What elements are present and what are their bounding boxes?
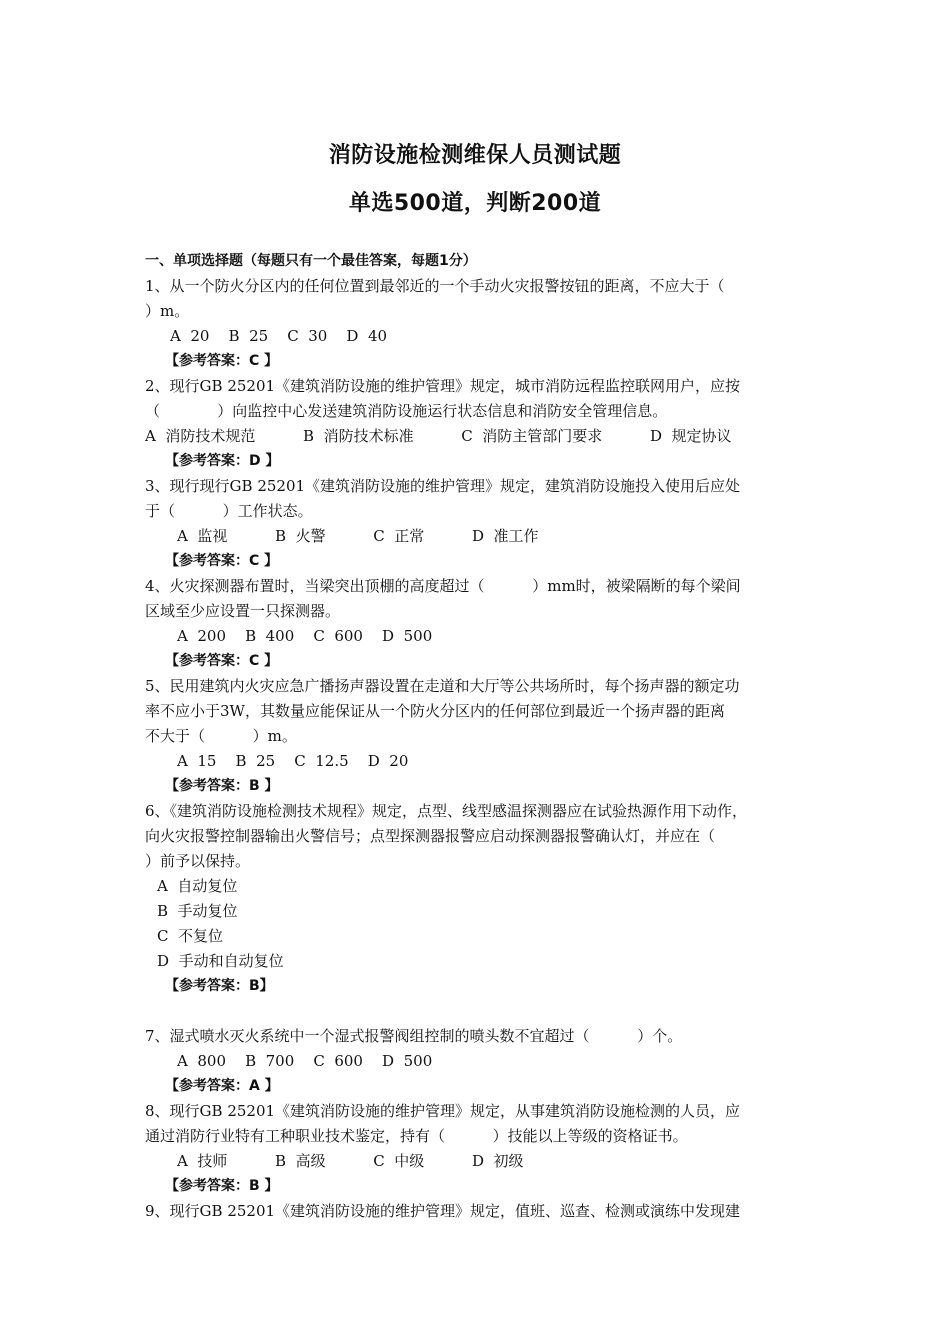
- question-text-line: 5、民用建筑内火灾应急广播扬声器设置在走道和大厅等公共场所时，每个扬声器的额定功: [145, 677, 740, 695]
- question-text-line: 不大于（ ）m。: [145, 727, 297, 745]
- question-5: [145, 674, 810, 799]
- document-title: 消防设施检测维保人员测试题: [328, 143, 622, 168]
- reference-answer: 【参考答案：C 】: [165, 353, 279, 369]
- question-8: [145, 1099, 810, 1199]
- question-options: A 消防技术规范 B 消防技术标准 C 消防主管部门要求 D 规定协议: [145, 427, 732, 445]
- question-options: A 20 B 25 C 30 D 40: [170, 327, 388, 345]
- question-text-line: 率不应小于3W，其数量应能保证从一个防火分区内的任何部位到最近一个扬声器的距离: [145, 702, 725, 720]
- question-2: [145, 374, 810, 474]
- question-9: [145, 1199, 810, 1224]
- reference-answer: 【参考答案：B】: [165, 978, 274, 994]
- question-text-line: （ ）向监控中心发送建筑消防设施运行状态信息和消防安全管理信息。: [145, 402, 668, 420]
- question-text-line: 8、现行GB 25201《建筑消防设施的维护管理》规定，从事建筑消防设施检测的人员，应: [145, 1102, 741, 1120]
- question-text-line: 4、火灾探测器布置时，当梁突出顶棚的高度超过（ ）mm时，被梁隔断的每个梁间: [145, 577, 741, 595]
- question-3: [145, 474, 810, 574]
- question-text-line: 向火灾报警控制器输出火警信号；点型探测器报警应启动探测器报警确认灯，并应在（: [145, 827, 716, 845]
- document-subtitle: 单选500道，判断200道: [348, 191, 602, 216]
- question-6: [145, 799, 810, 1024]
- reference-answer: 【参考答案：C 】: [165, 653, 279, 669]
- option-item: C 不复位: [157, 927, 224, 945]
- blank-line: [145, 999, 810, 1024]
- question-text-line: 于（ ）工作状态。: [145, 502, 313, 520]
- question-options: A 800 B 700 C 600 D 500: [177, 1052, 433, 1070]
- question-options: A 200 B 400 C 600 D 500: [177, 627, 433, 645]
- question-1: [145, 274, 810, 374]
- question-options: A 15 B 25 C 12.5 D 20: [177, 752, 409, 770]
- option-item: D 手动和自动复位: [157, 952, 284, 970]
- question-text-line: 1、从一个防火分区内的任何位置到最邻近的一个手动火灾报警按钮的距离，不应大于（: [145, 277, 725, 295]
- question-text-line: 6、《建筑消防设施检测技术规程》规定，点型、线型感温探测器应在试验热源作用下动作，: [145, 802, 748, 820]
- question-options: A 监视 B 火警 C 正常 D 准工作: [177, 527, 539, 545]
- question-list: [145, 249, 810, 1224]
- question-text-line: 9、现行GB 25201《建筑消防设施的维护管理》规定，值班、巡查、检测或演练中发现建: [145, 1202, 741, 1220]
- reference-answer: 【参考答案：A 】: [165, 1078, 279, 1094]
- question-text-line: 通过消防行业特有工种职业技术鉴定，持有（ ）技能以上等级的资格证书。: [145, 1127, 688, 1145]
- option-item: A 自动复位: [157, 877, 238, 895]
- question-text-line: 3、现行现行GB 25201《建筑消防设施的维护管理》规定，建筑消防设施投入使用后应处: [145, 477, 741, 495]
- option-item: B 手动复位: [157, 902, 238, 920]
- reference-answer: 【参考答案：C 】: [165, 553, 279, 569]
- question-text-line: 区域至少应设置一只探测器。: [145, 602, 341, 620]
- question-text-line: 7、湿式喷水灭火系统中一个湿式报警阀组控制的喷头数不宜超过（ ）个。: [145, 1027, 683, 1045]
- reference-answer: 【参考答案：D 】: [165, 453, 280, 469]
- question-4: [145, 574, 810, 674]
- question-7: [145, 1024, 810, 1099]
- question-text-line: 2、现行GB 25201《建筑消防设施的维护管理》规定，城市消防远程监控联网用户，应按: [145, 377, 741, 395]
- question-text-line: ）前予以保持。: [145, 852, 251, 870]
- question-options: A 技师 B 高级 C 中级 D 初级: [177, 1152, 524, 1170]
- question-text-line: ）m。: [145, 302, 190, 320]
- reference-answer: 【参考答案：B 】: [165, 778, 279, 794]
- reference-answer: 【参考答案：B 】: [165, 1178, 279, 1194]
- section-heading: 一、单项选择题（每题只有一个最佳答案，每题1分）: [145, 253, 477, 269]
